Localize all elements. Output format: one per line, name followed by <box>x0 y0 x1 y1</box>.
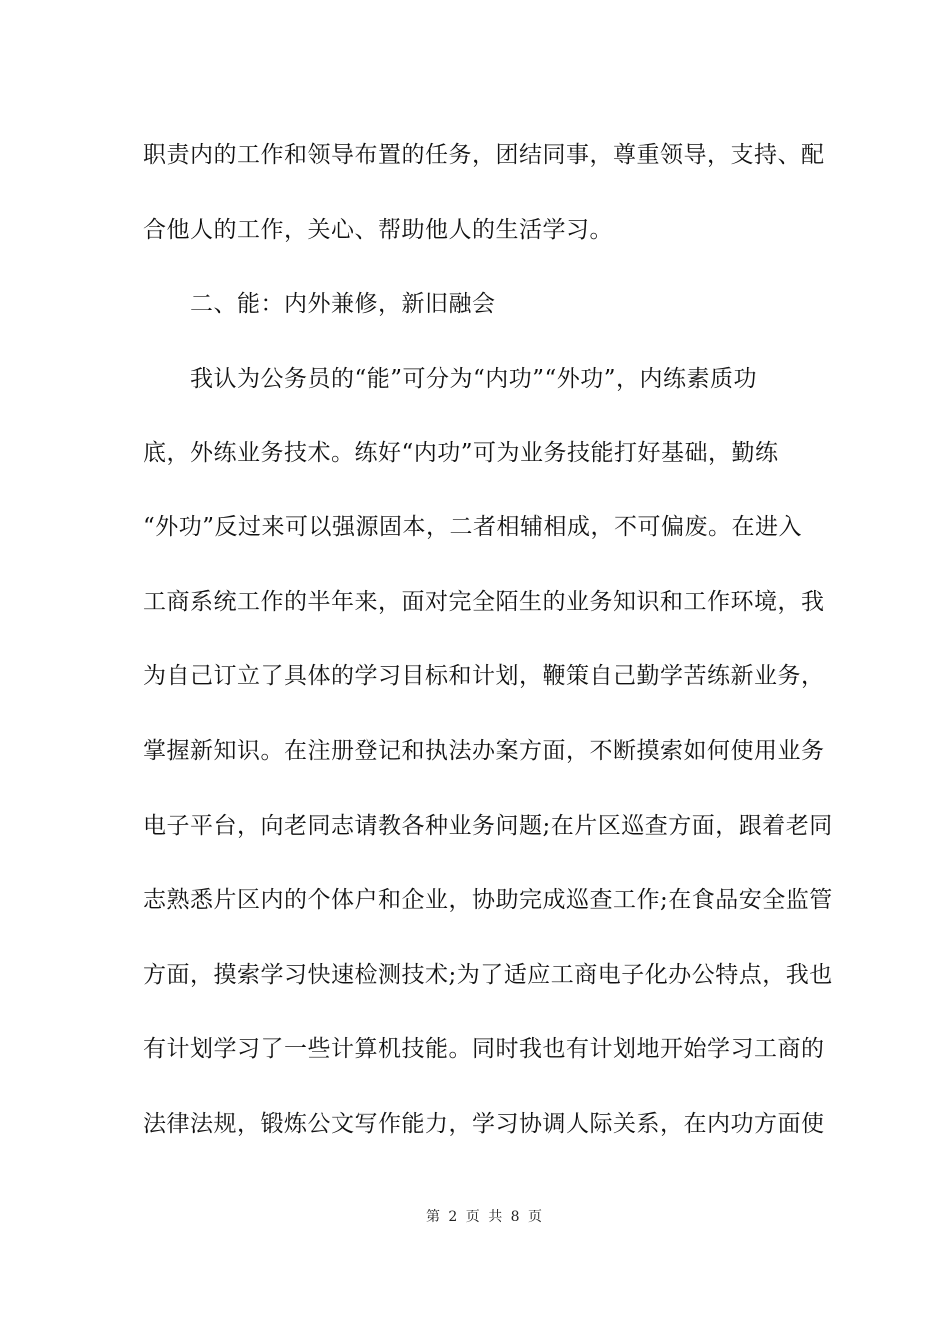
page-number-footer: 第 2 页 共 8 页 <box>425 1209 545 1225</box>
body-text-line: 底，外练业务技术。练好“内功”可为业务技能打好基础，勤练 <box>143 440 779 466</box>
body-text-line: 方面，摸索学习快速检测技术;为了适应工商电子化办公特点，我也 <box>143 962 833 988</box>
section-heading: 二、能：内外兼修，新旧融会 <box>190 291 496 317</box>
body-text-line: “外功”反过来可以强源固本，二者相辅相成，不可偏废。在进入 <box>143 514 803 540</box>
body-text-line: 工商系统工作的半年来，面对完全陌生的业务知识和工作环境，我 <box>143 589 825 615</box>
body-text-line: 电子平台，向老同志请教各种业务问题;在片区巡查方面，跟着老同 <box>143 813 833 839</box>
body-text-line: 为自己订立了具体的学习目标和计划，鞭策自己勤学苦练新业务， <box>143 663 825 689</box>
paragraph-first-line: 我认为公务员的“能”可分为“内功”“外功”，内练素质功 <box>190 366 758 392</box>
body-text-line: 职责内的工作和领导布置的任务，团结同事，尊重领导，支持、配 <box>143 142 825 168</box>
body-text-line: 法律法规，锻炼公文写作能力，学习协调人际关系，在内功方面使 <box>143 1111 825 1137</box>
body-text-line: 掌握新知识。在注册登记和执法办案方面，不断摸索如何使用业务 <box>143 738 825 764</box>
body-text-line: 合他人的工作，关心、帮助他人的生活学习。 <box>143 217 613 243</box>
body-text-line: 有计划学习了一些计算机技能。同时我也有计划地开始学习工商的 <box>143 1036 825 1062</box>
body-text-line: 志熟悉片区内的个体户和企业，协助完成巡查工作;在食品安全监管 <box>143 887 833 913</box>
